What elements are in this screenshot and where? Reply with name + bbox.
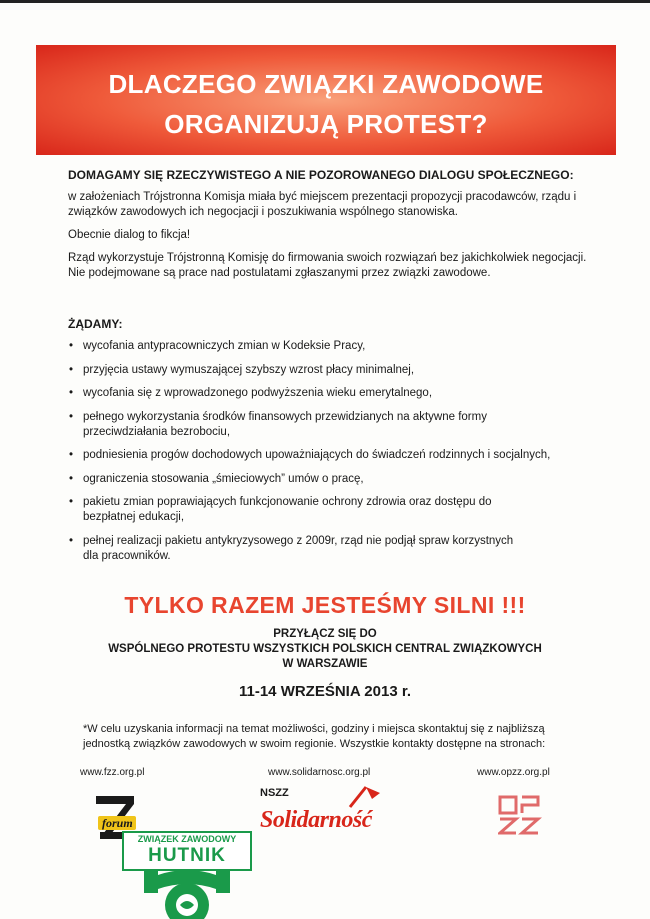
dialogue-paragraph-1: w założeniach Trójstronna Komisja miała być miejscem prezentacji propozycji pracodawców, rządu i związków zawodowych ich negocjacji i poszukiwania wspólnego stanowiska.	[68, 191, 577, 218]
demand-item	[68, 386, 588, 401]
join-line-1: PRZYŁĄCZ SIĘ DO	[273, 628, 377, 640]
join-call	[0, 627, 650, 672]
solidarnosc-wordmark: Solidarność	[260, 807, 372, 833]
dialogue-paragraph-3: Rząd wykorzystuje Trójstronną Komisję do firmowania swoich rozwiązań bez jakichkolwiek negocjacji. Nie podejmowane są prace nad postulatami zgłaszanymi przez związki zawodowe.	[68, 252, 587, 279]
hutnik-logo-line-2: HUTNIK	[148, 845, 226, 866]
demand-item	[68, 339, 588, 354]
contact-note: *W celu uzyskania informacji na temat możliwości, godziny i miejsca skontaktuj się z najbliższą jednostką związków zawodowych w swoim regionie. Wszystkie kontakty dostępne na stronach:	[83, 723, 546, 750]
demands-heading: ŻĄDAMY:	[68, 317, 123, 331]
bullet: •	[69, 534, 74, 547]
fzz-link[interactable]: www.fzz.org.pl	[80, 767, 145, 778]
slogan: TYLKO RAZEM JESTEŚMY SILNI !!!	[124, 592, 526, 618]
demand-text: podniesienia progów dochodowych upoważniających do świadczeń rodzinnych i socjalnych,	[83, 449, 551, 461]
demand-item	[68, 495, 588, 525]
bullet: •	[69, 387, 74, 399]
demand-text: wycofania antypracowniczych zmian w Kodeksie Pracy,	[83, 340, 366, 352]
join-line-2: WSPÓLNEGO PROTESTU WSZYSTKICH POLSKICH CENTRAL ZWIĄZKOWYCH	[108, 643, 542, 655]
solidarnosc-logo	[258, 785, 398, 845]
hutnik-logo-line-1: ZWIĄZEK ZAWODOWY	[137, 834, 237, 844]
demands-section	[68, 316, 588, 572]
demand-item	[68, 534, 588, 564]
solidarnosc-nszz-label: NSZZ	[260, 787, 289, 799]
opzz-link[interactable]: www.opzz.org.pl	[477, 767, 550, 778]
demand-item	[68, 363, 588, 378]
hutnik-wheel-icon	[122, 869, 252, 919]
protest-dates: 11-14 WRZEŚNIA 2013 r.	[238, 683, 412, 700]
demands-list	[68, 339, 588, 564]
bullet: •	[69, 449, 74, 461]
solidarnosc-link[interactable]: www.solidarnosc.org.pl	[268, 767, 371, 778]
opzz-logo	[498, 795, 542, 835]
dialogue-paragraph-2: Obecnie dialog to fikcja!	[68, 229, 191, 241]
headline-line-1: DLACZEGO ZWIĄZKI ZAWODOWE	[108, 69, 544, 99]
demand-text: przyjęcia ustawy wymuszającej szybszy wzrost płacy minimalnej,	[83, 363, 415, 376]
demand-text: pełnego wykorzystania środków finansowych przewidzianych na aktywne formy przeciwdziałania bezrobociu,	[83, 410, 487, 438]
demand-text: wycofania się z wprowadzonego podwyższenia wieku emerytalnego,	[83, 387, 433, 399]
demand-text: ograniczenia stosowania „śmieciowych” umów o pracę,	[83, 472, 364, 485]
bullet: •	[69, 410, 74, 423]
join-line-3: W WARSZAWIE	[282, 658, 368, 670]
dialogue-heading: DOMAGAMY SIĘ RZECZYWISTEGO A NIE POZOROWANEGO DIALOGU SPOŁECZNEGO:	[68, 168, 574, 182]
solidarnosc-flag-icon	[344, 785, 384, 809]
demand-item	[68, 410, 588, 440]
top-edge-line	[0, 0, 650, 3]
bullet: •	[69, 472, 74, 485]
hutnik-logo	[122, 831, 252, 919]
demand-text: pełnej realizacji pakietu antykryzysowego z 2009r, rząd nie podjął spraw korzystnych dla pracowników.	[83, 534, 514, 562]
bullet: •	[69, 363, 74, 376]
bullet: •	[69, 340, 74, 352]
demand-item	[68, 472, 588, 487]
fzz-logo-text: forum	[102, 816, 133, 830]
opzz-logo-mark	[498, 795, 542, 835]
demand-item	[68, 448, 588, 463]
bullet: •	[69, 496, 74, 508]
headline-line-2: ORGANIZUJĄ PROTEST?	[164, 109, 488, 139]
dialogue-section	[68, 167, 588, 281]
headline-banner	[36, 45, 616, 155]
demand-text: pakietu zmian poprawiających funkcjonowanie ochrony zdrowia oraz dostępu do bezpłatnej edukacji,	[83, 496, 492, 523]
